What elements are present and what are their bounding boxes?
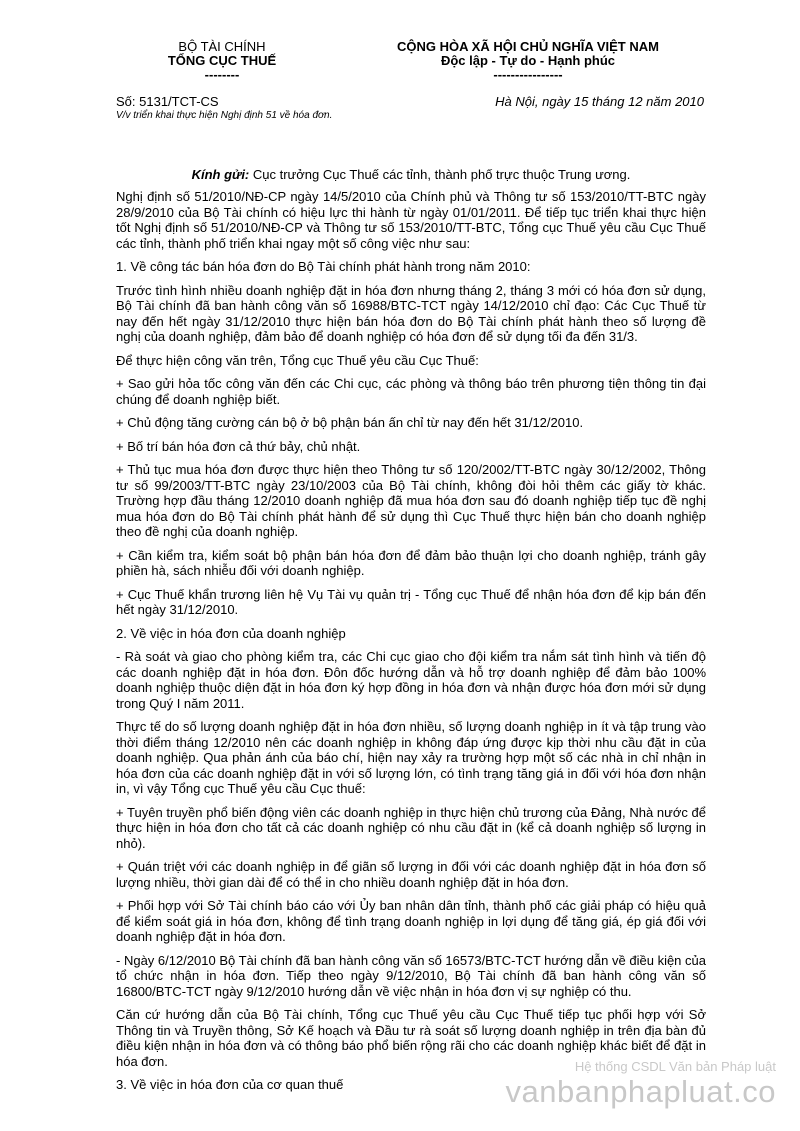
body-paragraph: Để thực hiện công văn trên, Tổng cục Thuế yêu cầu Cục Thuế: bbox=[116, 352, 479, 368]
document-body bbox=[116, 189, 706, 1101]
national-header-block bbox=[372, 40, 684, 82]
watermark-site: vanbanphapluat.co bbox=[505, 1074, 776, 1109]
body-paragraph: - Rà soát và giao cho phòng kiểm tra, các Chi cục giao cho đội kiểm tra nắm sát tình hình và tiến độ các doanh nghiệp đặt in hóa đơn. Đôn đốc hướng dẫn và hỗ trợ doanh nghiệp để đảm bảo 100% doanh nghiệp thuộc diện đặt in hóa đơn ký hợp đồng in hóa đơn và nhận được hóa đơn mới sử dụng trong Quý I năm 2011. bbox=[116, 649, 706, 711]
recipient-line bbox=[116, 167, 706, 183]
recipient-text: Cục trưởng Cục Thuế các tỉnh, thành phố trực thuộc Trung ương. bbox=[249, 167, 631, 182]
body-paragraph: + Cục Thuế khẩn trương liên hệ Vụ Tài vụ quản trị - Tổng cục Thuế để nhận hóa đơn để kịp bán đến hết ngày 31/12/2010. bbox=[116, 586, 706, 617]
body-paragraph: Thực tế do số lượng doanh nghiệp đặt in hóa đơn nhiều, số lượng doanh nghiệp in ít và tập trung vào thời điểm tháng 12/2010 nên các doanh nghiệp in không đáp ứng được kịp thời nhu cầu đặt in của doanh nghiệp. Qua phản ánh của báo chí, hiện nay xảy ra trường hợp một số các nhà in chỉ nhận in hóa đơn của các doanh nghiệp đặt in với số lượng lớn, có tình trạng tăng giá in đối với hóa đơn nhận in, vì vậy Tổng cục Thuế yêu cầu Cục thuế: bbox=[116, 719, 706, 796]
body-paragraph: 2. Về việc in hóa đơn của doanh nghiệp bbox=[116, 625, 346, 641]
department-name: TỔNG CỤC THUẾ bbox=[167, 53, 277, 68]
body-paragraph: Nghị định số 51/2010/NĐ-CP ngày 14/5/2010 của Chính phủ và Thông tư số 153/2010/TT-BTC ngày 28/9/2010 của Bộ Tài chính có hiệu lực thi hành từ ngày 01/01/2011. Để tiếp tục triển khai thực hiện tốt Nghị định số 51/2010/NĐ-CP và Thông tư số 153/2010/TT-BTC, Tổng cục Thuế yêu cầu Cục Thuế các tỉnh, thành phố triển khai ngay một số công việc như sau: bbox=[116, 189, 706, 251]
body-paragraph: + Quán triệt với các doanh nghiệp in để giãn số lượng in đối với các doanh nghiệp đặt in hóa đơn số lượng nhiều, thời gian dài để có thể in cho nhiều doanh nghiệp đặt in hóa đơn. bbox=[116, 859, 706, 890]
body-paragraph: + Bố trí bán hóa đơn cả thứ bảy, chủ nhật. bbox=[116, 438, 361, 454]
nation-title: CỘNG HÒA XÃ HỘI CHỦ NGHĨA VIỆT NAM bbox=[397, 39, 659, 54]
body-paragraph: Trước tình hình nhiều doanh nghiệp đặt in hóa đơn nhưng tháng 2, tháng 3 mới có hóa đơn sử dụng, Bộ Tài chính đã ban hành công văn số 16988/BTC-TCT ngày 14/12/2010 chỉ đạo: Các Cục Thuế từ nay đến hết ngày 31/12/2010 thực hiện bán hóa đơn do Bộ Tài chính phát hành theo số lượng đề nghị của doanh nghiệp, đảm bảo để doanh nghiệp có hóa đơn để sử dụng tối đa đến 31/3. bbox=[116, 282, 706, 344]
right-divider: ---------------- bbox=[493, 67, 563, 82]
body-paragraph: Căn cứ hướng dẫn của Bộ Tài chính, Tổng cục Thuế yêu cầu Cục Thuế tiếp tục phối hợp với Sở Thông tin và Truyền thông, Sở Kế hoạch và Đầu tư rà soát số lượng doanh nghiệp in trên địa bàn đủ điều kiện nhận in hóa đơn và có thông báo phổ biến rộng rãi cho các doanh nghiệp khác biết để đặt in hóa đơn. bbox=[116, 1007, 706, 1069]
national-motto: Độc lập - Tự do - Hạnh phúc bbox=[440, 53, 616, 68]
body-paragraph: + Sao gửi hỏa tốc công văn đến các Chi cục, các phòng và thông báo trên phương tiện thông tin đại chúng để doanh nghiệp biết. bbox=[116, 376, 706, 407]
body-paragraph: + Thủ tục mua hóa đơn được thực hiện theo Thông tư số 120/2002/TT-BTC ngày 30/12/2002, Thông tư số 99/2003/TT-BTC ngày 23/10/2003 của Bộ Tài chính, không đòi hỏi thêm các giấy tờ khác. Trường hợp đầu tháng 12/2010 doanh nghiệp đã mua hóa đơn sau đó doanh nghiệp tiếp tục đề nghị mua hóa đơn do Bộ Tài chính phát hành để sử dụng thì Cục Thuế thực hiện bán cho doanh nghiệp theo đề nghị của doanh nghiệp. bbox=[116, 462, 706, 539]
watermark bbox=[505, 1059, 776, 1109]
body-paragraph: - Ngày 6/12/2010 Bộ Tài chính đã ban hành công văn số 16573/BTC-TCT hướng dẫn về điều kiện của tổ chức nhận in hóa đơn. Tiếp theo ngày 9/12/2010, Bộ Tài chính đã ban hành công văn số 16800/BTC-TCT ngày 9/12/2010 hướng dẫn về việc nhận in hóa đơn vị sự nghiệp có thu. bbox=[116, 952, 706, 999]
body-paragraph: + Phối hợp với Sở Tài chính báo cáo với Ủy ban nhân dân tỉnh, thành phố các giải pháp có hiệu quả để kiểm soát giá in hóa đơn, không để tình trạng doanh nghiệp in lợi dụng để tăng giá, ép giá đối với doanh nghiệp đặt in hóa đơn. bbox=[116, 898, 706, 944]
watermark-caption: Hệ thống CSDL Văn bản Pháp luật bbox=[574, 1059, 776, 1074]
ministry-name: BỘ TÀI CHÍNH bbox=[178, 39, 266, 54]
body-paragraph: 1. Về công tác bán hóa đơn do Bộ Tài chính phát hành trong năm 2010: bbox=[116, 259, 531, 274]
body-paragraph: + Tuyên truyền phổ biến động viên các doanh nghiệp in thực hiện chủ trương của Đảng, Nhà nước để thực hiện in hóa đơn cho tất cả các doanh nghiệp có nhu cầu đặt in (kể cả doanh nghiệp số lượng in nhỏ). bbox=[116, 804, 706, 851]
left-divider: -------- bbox=[204, 67, 240, 82]
recipient-label: Kính gửi: bbox=[191, 167, 250, 182]
document-subject: V/v triển khai thực hiện Nghị định 51 về hóa đơn. bbox=[116, 110, 333, 121]
body-paragraph: + Chủ động tăng cường cán bộ ở bộ phận bán ấn chỉ từ nay đến hết 31/12/2010. bbox=[116, 415, 584, 430]
document-number: Số: 5131/TCT-CS bbox=[116, 94, 219, 109]
body-paragraph: + Cần kiểm tra, kiểm soát bộ phận bán hóa đơn để đảm bảo thuận lợi cho doanh nghiệp, tránh gây phiền hà, sách nhiễu đối với doanh nghiệp. bbox=[116, 547, 706, 578]
document-date: Hà Nội, ngày 15 tháng 12 năm 2010 bbox=[495, 94, 704, 109]
issuing-agency-block bbox=[148, 40, 296, 82]
body-paragraph: 3. Về việc in hóa đơn của cơ quan thuế bbox=[116, 1077, 344, 1092]
